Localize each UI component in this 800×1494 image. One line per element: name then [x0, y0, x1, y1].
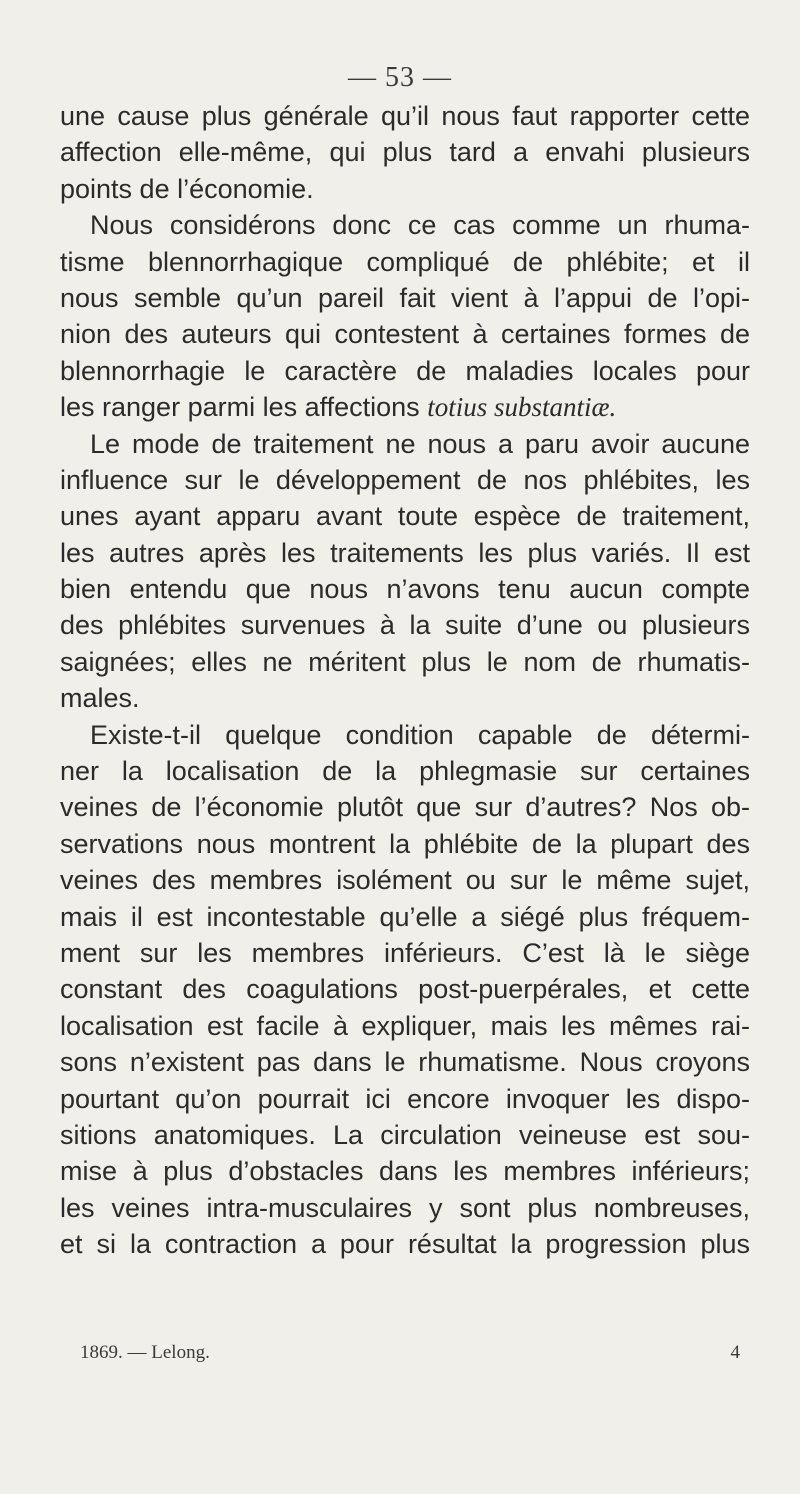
text-line: les veines intra-musculaires y sont plus nombreuses,	[60, 1192, 750, 1223]
text-line: des phlébites survenues à la suite d’une ou plusieurs	[60, 610, 750, 641]
italic-phrase: totius substantiæ.	[427, 392, 617, 423]
text-line: mise à plus d’obstacles dans les membres inférieurs;	[60, 1156, 750, 1187]
text-line: veines de l’économie plutôt que sur d’autres? Nos ob-	[60, 792, 750, 823]
text-line: sitions anatomiques. La circulation veineuse est sou-	[60, 1119, 750, 1150]
text-line: et si la contraction a pour résultat la progression plus	[60, 1229, 750, 1260]
text-line: Nous considérons donc ce cas comme un rhuma-	[90, 210, 750, 241]
page-footer	[80, 1342, 740, 1364]
text-line: localisation est facile à expliquer, mais les mêmes rai-	[60, 1010, 750, 1041]
text-line: blennorrhagie le caractère de maladies locales pour	[60, 355, 750, 386]
text-line: males.	[60, 683, 140, 714]
text-line: constant des coagulations post-puerpérales, et cette	[60, 974, 750, 1005]
text-line: tisme blennorrhagique compliqué de phlébite; et il	[60, 246, 750, 277]
text-segment: les ranger parmi les affections	[60, 392, 420, 423]
text-line: pourtant qu’on pourrait ici encore invoquer les dispo-	[60, 1083, 750, 1114]
page-number: — 53 —	[348, 62, 452, 93]
text-line: points de l’économie.	[60, 173, 314, 204]
text-line: affection elle-même, qui plus tard a envahi plusieurs	[60, 137, 750, 168]
text-line: sons n’existent pas dans le rhumatisme. Nous croyons	[60, 1047, 750, 1078]
footer-signature-number: 4	[730, 1342, 740, 1363]
body-text	[60, 98, 750, 1263]
text-line: mais il est incontestable qu’elle a siégé plus fréquem-	[60, 901, 750, 932]
text-line: unes ayant apparu avant toute espèce de traitement,	[60, 501, 750, 532]
text-line: ner la localisation de la phlegmasie sur certaines	[60, 756, 750, 787]
text-line: servations nous montrent la phlébite de la plupart des	[60, 828, 750, 859]
footer-signature: 1869. — Lelong.	[80, 1342, 210, 1363]
text-line: une cause plus générale qu’il nous faut rapporter cette	[60, 101, 750, 131]
text-line: saignées; elles ne méritent plus le nom de rhumatis-	[60, 646, 750, 677]
text-line: influence sur le développement de nos phlébites, les	[60, 464, 750, 495]
text-line: nous semble qu’un pareil fait vient à l’appui de l’opi-	[60, 282, 750, 313]
text-line: ment sur les membres inférieurs. C’est là le siège	[60, 937, 750, 968]
text-line: Le mode de traitement ne nous a paru avoir aucune	[90, 428, 750, 459]
text-line	[60, 389, 750, 425]
text-line: Existe-t-il quelque condition capable de détermi-	[90, 719, 750, 750]
text-line: bien entendu que nous n’avons tenu aucun compte	[60, 574, 750, 605]
text-line: les autres après les traitements les plus variés. Il est	[60, 537, 750, 568]
text-line: nion des auteurs qui contestent à certaines formes de	[60, 319, 750, 350]
text-line: veines des membres isolément ou sur le même sujet,	[60, 865, 750, 896]
